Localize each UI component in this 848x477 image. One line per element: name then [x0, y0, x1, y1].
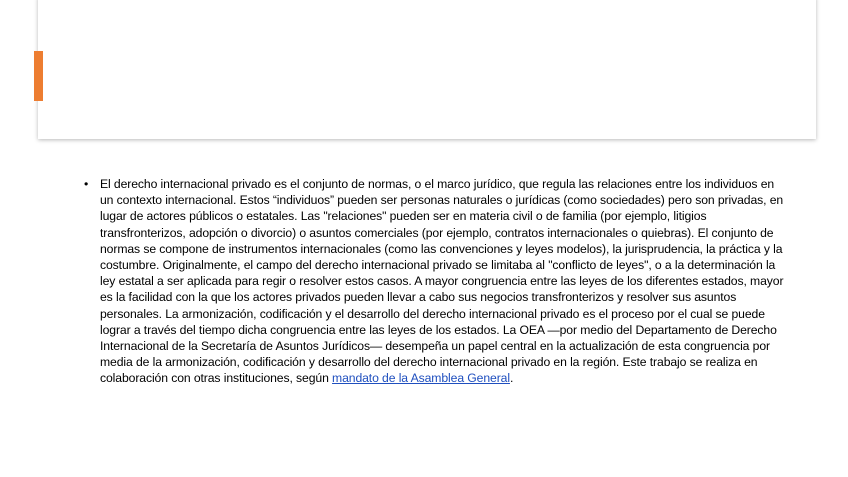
- paragraph-text: El derecho internacional privado es el conjunto de normas, o el marco jurídico, que regula las relaciones entre los individuos en un contexto internacional. Estos “individuos” pueden ser personas naturales o jurídicas (como sociedades) pero son privadas, en lugar de actores públicos o estatales. Las "relaciones" pueden ser en materia civil o de familia (por ejemplo, litigios transfronterizos, adopción o divorcio) o asuntos comerciales (por ejemplo, contratos internacionales o quiebras). El conjunto de normas se compone de instrumentos internacionales (como las convenciones y leyes modelos), la jurisprudencia, la práctica y la costumbre. Originalmente, el campo del derecho internacional privado se limitaba al "conflicto de leyes", o a la determinación la ley estatal a ser aplicada para regir o resolver estos casos. A mayor congruencia entre las leyes de los diferentes estados, mayor es la facilidad con la que los actores privados pueden llevar a cabo sus negocios transfronterizos y resolver sus asuntos personales. La armonización, codificación y el desarrollo del derecho internacional privado es el proceso por el cual se puede lograr a través del tiempo dicha congruencia entre las leyes de los estados. La OEA —por medio del Departamento de Derecho Internacional de la Secretaría de Asuntos Jurídicos— desempeña un papel central en la actualización de esta congruencia por media de la armonización, codificación y desarrollo del derecho internacional privado en la región. Este trabajo se realiza en colaboración con otras instituciones, según: [100, 177, 784, 386]
- title-placeholder: [38, 0, 816, 139]
- paragraph-end: .: [509, 371, 514, 386]
- bullet-marker: •: [84, 177, 89, 191]
- title-accent-bar: [34, 51, 43, 101]
- body-paragraph: [100, 176, 784, 387]
- asamblea-general-link[interactable]: mandato de la Asamblea General: [332, 371, 510, 386]
- slide-body: [84, 176, 784, 387]
